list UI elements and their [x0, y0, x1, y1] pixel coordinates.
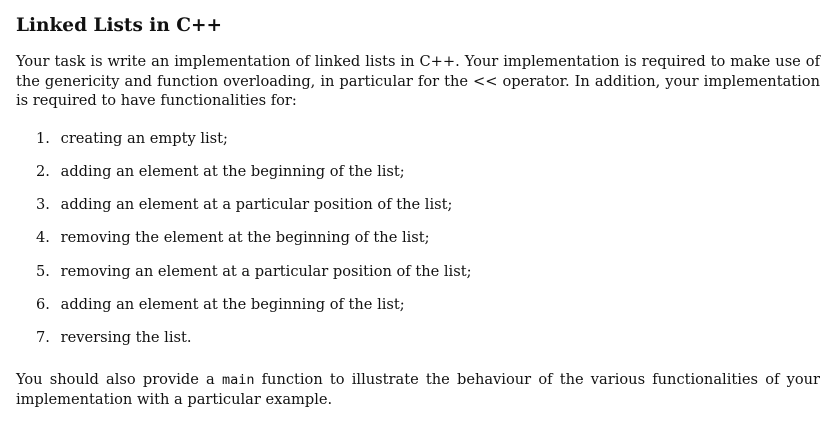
list-item	[16, 228, 820, 261]
document	[16, 14, 820, 410]
intro-paragraph: Your task is write an implementation of linked lists in C++. Your implementation is required to make use of the genericity and function overloading, in particular for the << operator. In addition, your implementation is required to have functionalities for:	[16, 53, 820, 109]
outro-text-before: You should also provide a	[16, 370, 222, 388]
list-item-number: 5.	[36, 262, 50, 280]
list-item-number: 3.	[36, 196, 50, 214]
list-item	[16, 129, 820, 162]
list-item-text: removing an element at a particular position of the list;	[60, 262, 472, 280]
list-item-text: reversing the list.	[60, 329, 192, 347]
list-item-number: 7.	[36, 329, 50, 347]
list-item-text: adding an element at a particular position of the list;	[60, 196, 453, 214]
list-item	[16, 295, 820, 328]
list-item-text: creating an empty list;	[60, 129, 228, 147]
list-item-text: adding an element at the beginning of the list;	[60, 295, 405, 313]
list-item-number: 6.	[36, 295, 50, 313]
list-item	[16, 262, 820, 295]
list-item-number: 1.	[36, 129, 50, 147]
list-item	[16, 195, 820, 228]
list-item-number: 4.	[36, 229, 50, 247]
list-item-text: adding an element at the beginning of the list;	[60, 162, 405, 180]
outro-paragraph	[16, 370, 820, 410]
section-title: Linked Lists in C++	[16, 15, 222, 36]
list-item-text: removing the element at the beginning of the list;	[60, 229, 430, 247]
list-item-number: 2.	[36, 162, 50, 180]
requirements-list	[16, 129, 820, 362]
list-item	[16, 162, 820, 195]
list-item	[16, 328, 820, 361]
outro-text-after: function to illustrate the behaviour of the various functionalities of your implementation with a particular example.	[16, 370, 821, 409]
main-function-code: main	[221, 371, 255, 388]
